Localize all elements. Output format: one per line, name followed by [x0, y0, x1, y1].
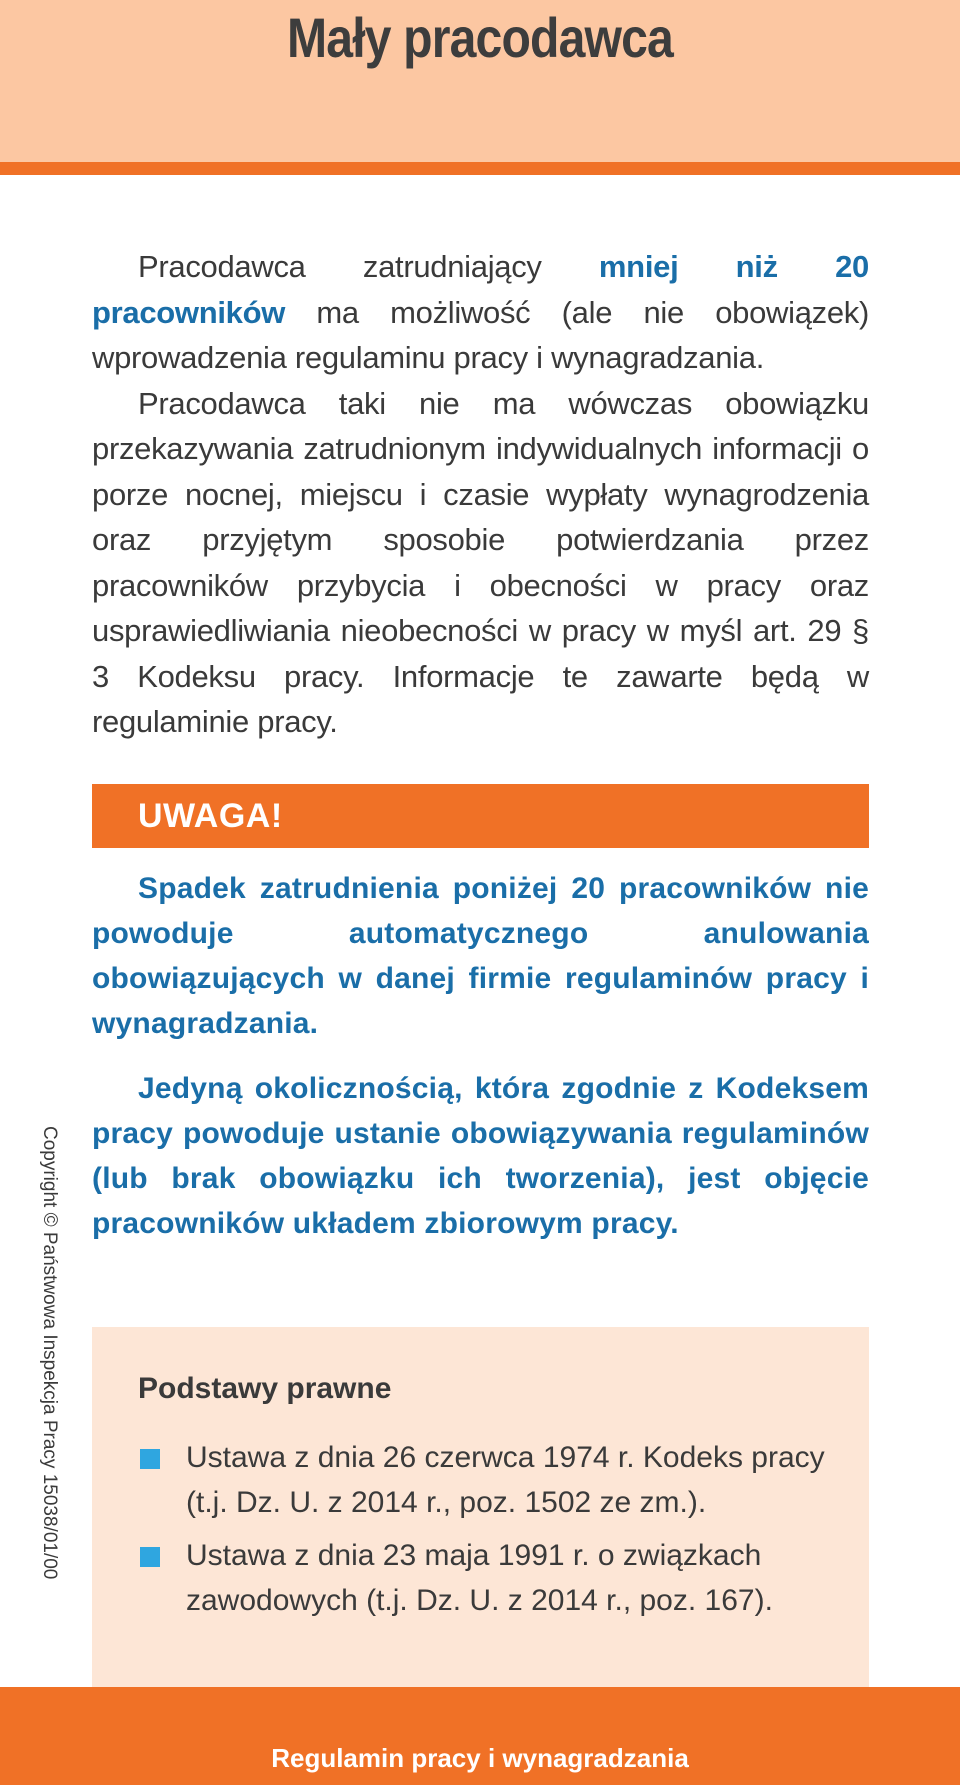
- warning-paragraph: Spadek zatrudnienia poniżej 20 pracowników nie powoduje automatycznego anulowania obowiązujących w danej firmie regulaminów pracy i wynagradzania.: [92, 872, 869, 1040]
- uwaga-label: UWAGA!: [138, 797, 283, 835]
- header-divider: [0, 162, 960, 175]
- square-bullet-icon: [140, 1449, 160, 1469]
- uwaga-banner: [92, 784, 869, 848]
- copyright-text: Copyright © Państwowa Inspekcja Pracy 15038/01/00: [39, 1126, 60, 1580]
- copyright-note: [36, 1126, 66, 1626]
- intro-paragraph-1: [92, 244, 869, 381]
- page-header: [0, 0, 960, 162]
- legal-basis-item-text: Ustawa z dnia 26 czerwca 1974 r. Kodeks pracy (t.j. Dz. U. z 2014 r., poz. 1502 ze zm.).: [186, 1441, 825, 1519]
- square-bullet-icon: [140, 1547, 160, 1567]
- legal-basis-item: [140, 1435, 840, 1525]
- legal-basis-item: [140, 1533, 840, 1623]
- warning-paragraph: Jedyną okolicznością, która zgodnie z Kodeksem pracy powoduje ustanie obowiązywania regulaminów (lub brak obowiązku ich tworzenia), jest objęcie pracowników układem zbiorowym pracy.: [92, 1072, 869, 1240]
- legal-basis-title: Podstawy prawne: [138, 1372, 392, 1405]
- intro-paragraph-2: Pracodawca taki nie ma wówczas obowiązku przekazywania zatrudnionym indywidualnych informacji o porze nocnej, miejscu i czasie wypłaty wynagrodzenia oraz przyjętym sposobie potwierdzania przez pracowników przybycia i obecności w pracy oraz usprawiedliwiania nieobecności w pracy w myśl art. 29 § 3 Kodeksu pracy. Informacje te zawarte będą w regulaminie pracy.: [92, 385, 869, 739]
- footer-title: Regulamin pracy i wynagradzania: [271, 1743, 689, 1773]
- intro-highlight: mniej niż 20 pracowników: [92, 249, 869, 330]
- legal-basis-list: [140, 1435, 840, 1631]
- legal-basis-item-text: Ustawa z dnia 23 maja 1991 r. o związkach zawodowych (t.j. Dz. U. z 2014 r., poz. 167).: [186, 1539, 773, 1617]
- page-footer: [0, 1687, 960, 1785]
- intro-text-end: ma możliwość (ale nie obowiązek) wprowadzenia regulaminu pracy i wynagradzania.: [92, 294, 869, 375]
- legal-basis-box: [92, 1327, 869, 1687]
- warning-block-2: [92, 1066, 869, 1246]
- intro-text: [92, 244, 869, 745]
- page-title: Mały pracodawca: [287, 6, 673, 69]
- intro-text-start: Pracodawca zatrudniający: [138, 249, 599, 284]
- warning-block-1: [92, 866, 869, 1046]
